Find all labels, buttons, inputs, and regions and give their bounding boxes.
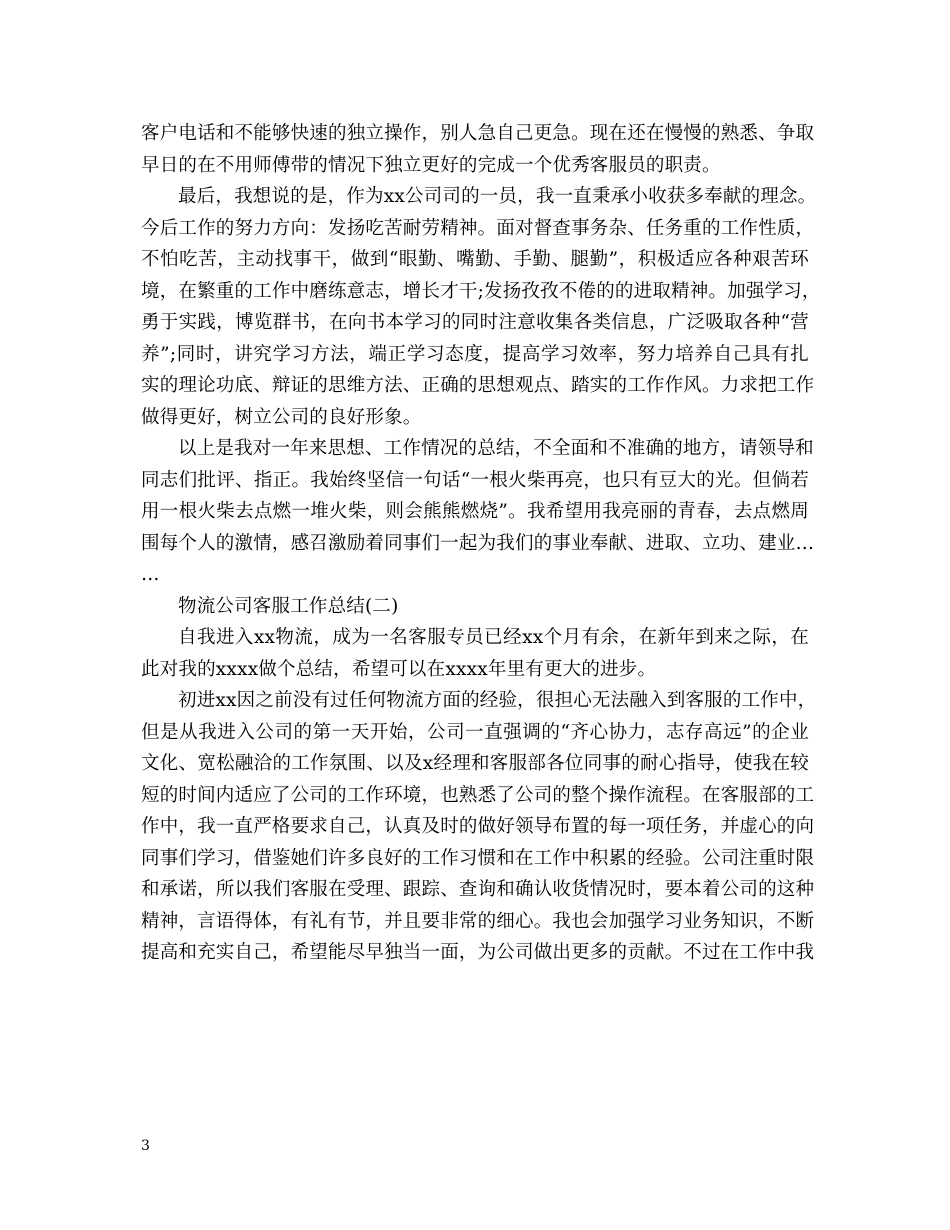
text-line: 初进xx因之前没有过任何物流方面的经验，很担心无法融入到客服的工作中，: [178, 690, 817, 711]
text-line: 围每个人的激情，感召激励着同事们一起为我们的事业奉献、进取、立功、建业…: [141, 532, 815, 554]
text-line: 养”;同时，讲究学习方法，端正学习态度，提高学习效率，努力培养自己具有扎: [141, 343, 809, 365]
text-line: 最后，我想说的是，作为xx公司司的一员，我一直秉承小收获多奉献的理念。: [178, 186, 817, 207]
text-line: 精神，言语得体，有礼有节，并且要非常的细心。我也会加强学习业务知识，不断: [141, 910, 815, 932]
text-line: 短的时间内适应了公司的工作环境，也熟悉了公司的整个操作流程。在客服部的工: [141, 784, 815, 806]
text-line: 早日的在不用师傅带的情况下独立更好的完成一个优秀客服员的职责。: [141, 154, 721, 176]
text-line: 客户电话和不能够快速的独立操作，别人急自己更急。现在还在慢慢的熟悉、争取: [141, 123, 815, 144]
text-line: 作中，我一直严格要求自己，认真及时的做好领导布置的每一项任务，并虚心的向: [141, 816, 815, 837]
section-heading: 物流公司客服工作总结(二): [178, 595, 399, 617]
text-line: …: [141, 564, 160, 585]
text-line: 今后工作的努力方向：发扬吃苦耐劳精神。面对督查事务杂、任务重的工作性质，: [141, 217, 815, 239]
text-line: 不怕吃苦，主动找事干，做到“眼勤、嘴勤、手勤、腿勤”，积极适应各种艰苦环: [141, 249, 809, 270]
page-number: 3: [141, 1138, 150, 1154]
text-line: 境，在繁重的工作中磨练意志，增长才干;发扬孜孜不倦的的进取精神。加强学习，: [141, 280, 821, 302]
text-line: 但是从我进入公司的第一天开始，公司一直强调的“齐心协力，志存高远”的企业: [141, 721, 809, 743]
text-line: 此对我的xxxx做个总结，希望可以在xxxx年里有更大的进步。: [141, 658, 657, 680]
text-line: 做得更好，树立公司的良好形象。: [141, 406, 422, 428]
text-line: 同事们学习，借鉴她们许多良好的工作习惯和在工作中积累的经验。公司注重时限: [141, 847, 815, 869]
text-line: 文化、宽松融洽的工作氛围、以及x经理和客服部各位同事的耐心指导，使我在较: [141, 753, 809, 774]
text-line: 实的理论功底、辩证的思维方法、正确的思想观点、踏实的工作作风。力求把工作: [141, 375, 815, 396]
document-body: [141, 118, 821, 969]
text-line: 以上是我对一年来思想、工作情况的总结，不全面和不准确的地方，请领导和: [178, 438, 814, 459]
text-line: 和承诺，所以我们客服在受理、跟踪、查询和确认收货情况时，要本着公司的这种: [141, 879, 815, 900]
text-line: 同志们批评、指正。我始终坚信一句话“一根火柴再亮，也只有豆大的光。但倘若: [141, 469, 809, 491]
text-line: 勇于实践，博览群书，在向书本学习的同时注意收集各类信息，广泛吸取各种“营: [141, 312, 809, 333]
text-line: 提高和充实自己，希望能尽早独当一面，为公司做出更多的贡献。不过在工作中我: [141, 942, 815, 963]
text-line: 用一根火柴去点燃一堆火柴，则会熊熊燃烧”。我希望用我亮丽的青春，去点燃周: [141, 501, 809, 522]
text-line: 自我进入xx物流，成为一名客服专员已经xx个月有余，在新年到来之际，在: [178, 627, 809, 648]
